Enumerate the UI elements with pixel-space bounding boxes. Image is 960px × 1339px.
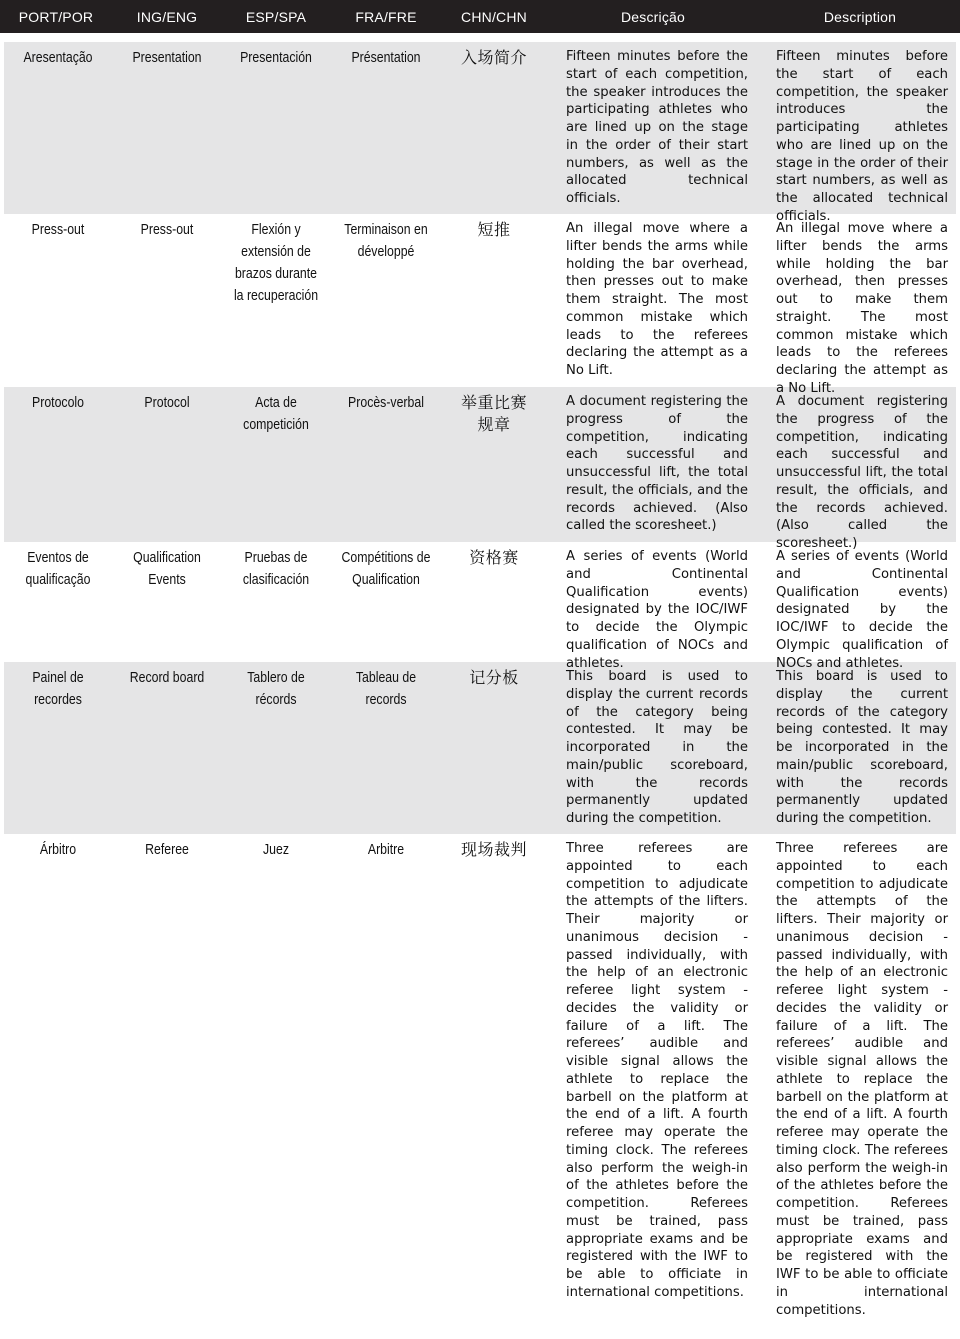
term-eng: Press-out — [140, 221, 194, 238]
term-chn: 资格赛 — [469, 548, 519, 567]
term-chn: 举重比赛规章 — [460, 393, 527, 434]
table-row — [4, 834, 956, 1329]
term-spa: Pruebas de clasificación — [242, 549, 310, 588]
term-chn: 现场裁判 — [460, 840, 527, 859]
description-pt: This board is used to display the current records of the category being contested. It may be incorporated in the main/public scoreboard, with the records permanently updated during the competition. — [566, 669, 748, 826]
term-por: Painel de recordes — [32, 669, 84, 708]
term-spa: Acta de competición — [243, 394, 309, 433]
description-en: A series of events (World and Continental Qualification events) designated by the IOC/IWF to decide the Olympic qualification of NOCs and athletes. — [776, 549, 948, 671]
term-por: Protocolo — [32, 394, 84, 411]
description-en: Three referees are appointed to each competition to adjudicate the attempts of the lifters. Their majority or unanimous decision - passed individually, with the help of an electronic referee light system - decides the validity or failure of a lift. The referees’ audible and visible signal allows the athlete to replace the barbell on the platform at the end of a lift. A fourth referee may operate the timing clock. The referees also perform the weigh-in of the athletes before the competition. Referees must be trained, pass appropriate exams and be registered with the IWF to be able to officiate in international competitions. — [776, 841, 948, 1318]
description-en: Fifteen minutes before the start of each competition, the speaker introduces the participating athletes who are lined up on the stage in the order of their start numbers, as well as the allocated technical officials. — [776, 49, 948, 224]
term-eng: Protocol — [144, 394, 190, 411]
description-en: An illegal move where a lifter bends the arms while holding the bar overhead, then presses out to make them straight. The most common mistake which leads to the referees declaring the attempt as a No Lift. — [776, 221, 948, 396]
table-row — [4, 662, 956, 834]
description-pt: A document registering the progress of the competition, indicating each successful and unsuccessful lift, the total result, the officials, and the records achieved. (Also called the scoresheet.) — [566, 394, 748, 534]
term-spa: Tablero de récords — [247, 669, 305, 708]
header-fre: FRA/FRE — [355, 8, 417, 25]
term-por: Aresentação — [23, 49, 93, 66]
description-pt: A series of events (World and Continental Qualification events) designated by the IOC/IWF to decide the Olympic qualification of NOCs and athletes. — [566, 549, 748, 671]
description-en: This board is used to display the current records of the category being contested. It may be incorporated in the main/public scoreboard, with the records permanently updated during the competition. — [776, 669, 948, 826]
table-row — [4, 387, 956, 551]
term-eng: Referee — [145, 841, 189, 858]
term-spa: Presentación — [240, 49, 312, 66]
description-en: A document registering the progress of the competition, indicating each successful and unsuccessful lift, the total result, the officials, and the records achieved. (Also called the scoresheet.) — [776, 394, 948, 551]
header-chn: CHN/CHN — [461, 8, 527, 25]
table-row — [4, 542, 956, 671]
term-fre: Arbitre — [367, 841, 405, 858]
term-fre: Compétitions de Qualification — [341, 549, 431, 588]
term-chn: 记分板 — [469, 668, 519, 687]
header-descricao: Descrição — [620, 8, 686, 25]
table-row — [4, 42, 956, 224]
description-pt: Three referees are appointed to each competition to adjudicate the attempts of the lifters. Their majority or unanimous decision - passed individually, with the help of an electronic referee light system - decides the validity or failure of a lift. The referees’ audible and visible signal allows the athlete to replace the barbell on the platform at the end of a lift. A fourth referee may operate the timing clock. The referees also perform the weigh-in of the athletes before the competition. Referees must be trained, pass appropriate exams and be registered with the IWF to be able to officiate in international competitions. — [566, 841, 748, 1300]
term-eng: Qualification Events — [133, 549, 201, 588]
header-por: PORT/POR — [18, 8, 94, 25]
glossary-table — [4, 42, 956, 1329]
table-row — [4, 214, 956, 396]
term-spa: Flexión y extensión de brazos durante la recuperación — [233, 221, 319, 304]
term-por: Árbitro — [39, 841, 77, 858]
term-fre: Procès-verbal — [348, 394, 424, 411]
term-spa: Juez — [263, 841, 289, 858]
term-por: Eventos de qualificação — [25, 549, 91, 588]
term-fre: Tableau de records — [355, 669, 417, 708]
header-spa: ESP/SPA — [245, 8, 307, 25]
term-fre: Terminaison en développé — [344, 221, 428, 260]
header-description: Description — [823, 8, 897, 25]
term-chn: 入场简介 — [460, 48, 527, 67]
table-header — [0, 0, 960, 33]
header-eng: ING/ENG — [136, 8, 198, 25]
description-pt: Fifteen minutes before the start of each competition, the speaker introduces the participating athletes who are lined up on the stage in the order of their start numbers, as well as the allocated technical officials. — [566, 49, 748, 206]
term-fre: Présentation — [351, 49, 421, 66]
term-por: Press-out — [31, 221, 85, 238]
term-chn: 短推 — [477, 220, 511, 239]
term-eng: Record board — [129, 669, 205, 686]
term-eng: Presentation — [132, 49, 202, 66]
description-pt: An illegal move where a lifter bends the arms while holding the bar overhead, then presses out to make them straight. The most common mistake which leads to the referees declaring the attempt as a No Lift. — [566, 221, 748, 378]
